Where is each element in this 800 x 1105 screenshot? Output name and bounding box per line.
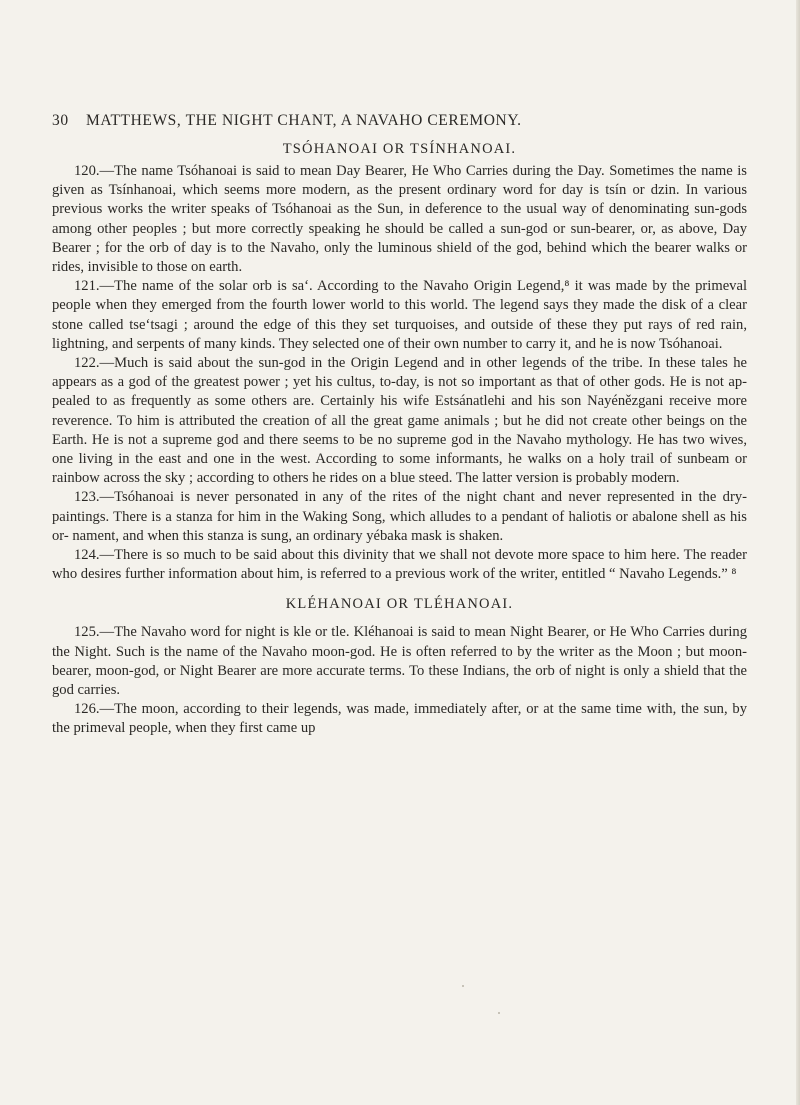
paper-speck [498, 1012, 500, 1014]
page-edge [796, 0, 800, 1105]
paragraph-126: 126.—The moon, according to their legends, was made, immediately after, or at the same time with, the sun, by the primeval people, when they first came up [52, 701, 747, 737]
paper-speck [462, 985, 464, 987]
paragraph-124: 124.—There is so much to be said about this divinity that we shall not devote more space to him here. The reader who desires further information about him, is referred to a previous work of the writer, entitled “ Navaho Legends.” ⁸ [52, 547, 747, 583]
paragraph-121: 121.—The name of the solar orb is sa‘. According to the Navaho Origin Legend,⁸ it was made by the primeval people when they emerged from the fourth lower world to this world. The legend says they made the disk of a clear stone called tse‘tsagi ; around the edge of this they set turquoises, and outside of these they put rays of red rain, lightning, and serpents of many kinds. They selected one of their own number to carry it, and he is now Tsóhanoai. [52, 278, 747, 352]
paragraph-122: 122.—Much is said about the sun-god in the Origin Legend and in other legends of the tribe. In these tales he appears as a god of the greatest power ; yet his cultus, to-day, is not so important as that of other gods. He is not ap- pealed to as frequently as some others are. Certainly his wife Estsánatlehi and his son Nayénězgani receive more reverence. To him is attributed the creation of all the great game animals ; but he did not create other beings on the Earth. He is not a supreme god and there seems to be no supreme god in the Navaho mythology. He has two wives, one living in the east and one in the west. According to some informants, he walks on a holy trail of sunbeam or rainbow across the sky ; according to others he rides on a blue steed. The latter version is probably modern. [52, 355, 747, 487]
section-heading-tsohanoai: TSÓHANOAI OR TSÍNHANOAI. [282, 141, 517, 157]
paragraph-125: 125.—The Navaho word for night is kle or tle. Kléhanoai is said to mean Night Bearer, or He Who Carries during the Night. Such is the name of the Navaho moon-god. He is often referred to by the writer as the Moon ; but moon- bearer, moon-god, or Night Bearer are more accurate terms. To these Indians, the orb of night is only a shield that the god carries. [52, 624, 747, 699]
page-number: 30 [52, 112, 69, 129]
text-block [52, 139, 747, 739]
running-title: MATTHEWS, THE NIGHT CHANT, A NAVAHO CEREMONY. [86, 112, 522, 129]
paragraph-120: 120.—The name Tsóhanoai is said to mean Day Bearer, He Who Carries during the Day. Sometimes the name is given as Tsínhanoai, which seems more modern, as the present ordinary word for day is tsín or dzin. In various previous works the writer speaks of Tsóhanoai as the Sun, in deference to the usual way of denominating sun-gods among other peoples ; but more correctly speaking he should be called a sun-god or sun-bearer, or, as above, Day Bearer ; for the orb of day is to the Navaho, only the luminous shield of the god, behind which the bearer walks or rides, invisible to those on earth. [52, 163, 747, 276]
paragraph-123: 123.—Tsóhanoai is never personated in any of the rites of the night chant and never represented in the dry-paintings. There is a stanza for him in the Waking Song, which alludes to a pendant of haliotis or abalone shell as his or- nament, and when this stanza is sung, an ordinary yébaka mask is shaken. [52, 489, 747, 544]
section-heading-klehanoai: KLÉHANOAI OR TLÉHANOAI. [285, 596, 514, 613]
running-head [52, 112, 752, 130]
